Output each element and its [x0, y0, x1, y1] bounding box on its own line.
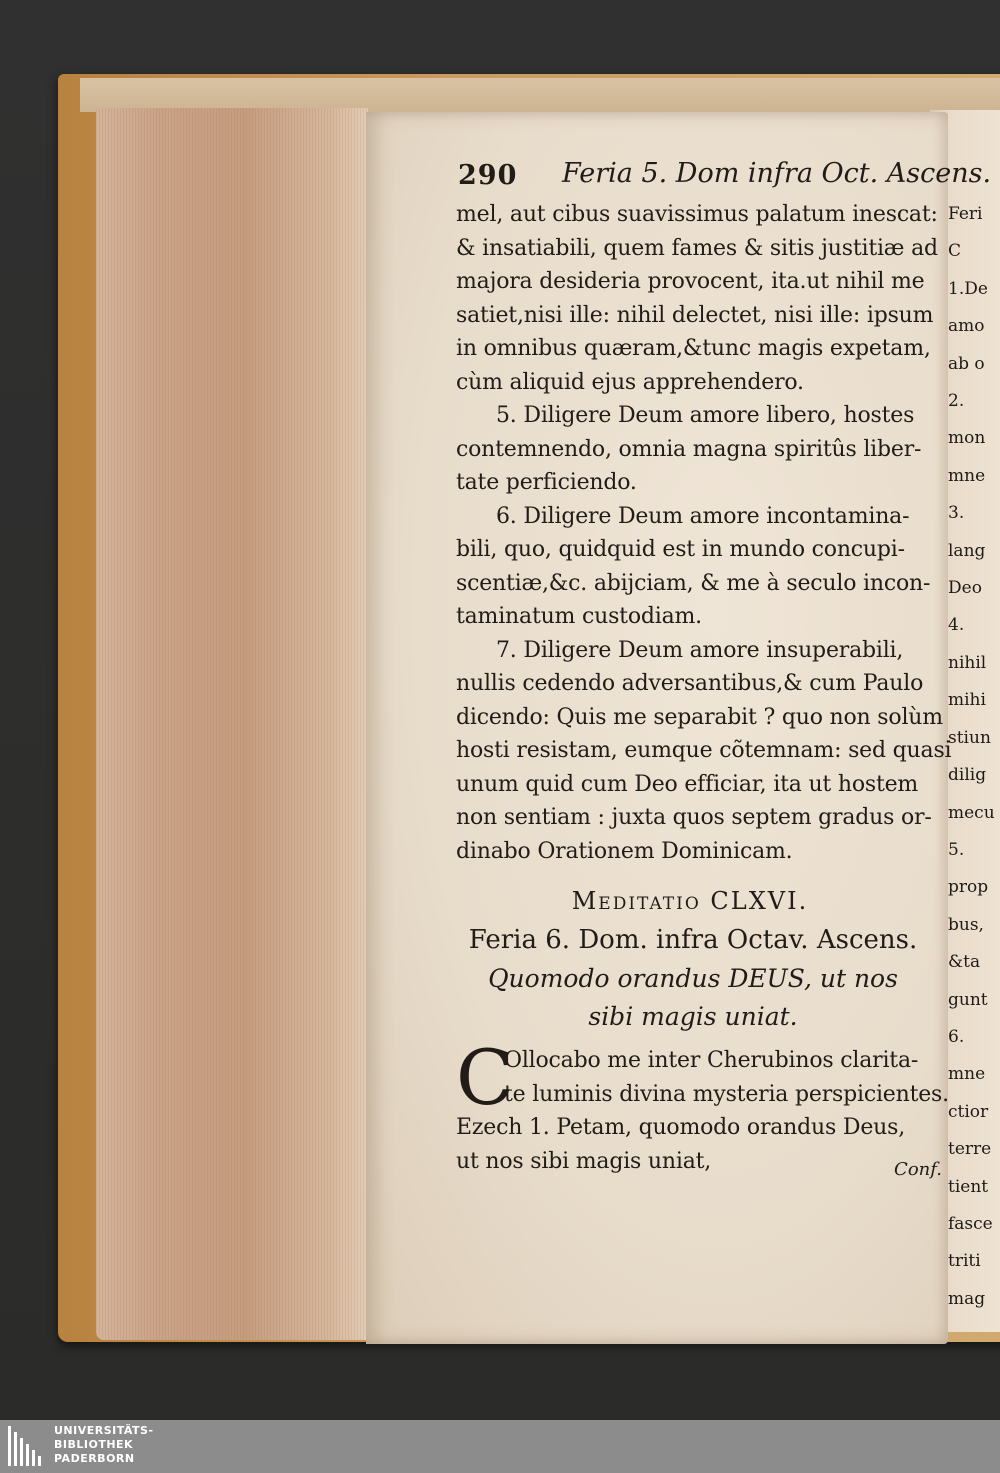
text-line: satiet,nisi ille: nihil delectet, nisi ille: ipsum [456, 302, 934, 328]
paragraph-7 [456, 634, 952, 869]
text-line: 6. Diligere Deum amore incontamina- [496, 503, 910, 529]
facing-page-fragment: triti [948, 1251, 981, 1272]
text-line: dicendo: Quis me separabit ? quo non solùm [456, 704, 943, 730]
text-line: tate perficiendo. [456, 470, 637, 495]
library-name-line: BIBLIOTHEK [54, 1438, 134, 1451]
library-name-line: PADERBORN [54, 1452, 135, 1465]
facing-page-fragment: mag [948, 1288, 986, 1309]
facing-page-fragment: 1.De [948, 278, 988, 299]
text-line: te luminis divina mysteria perspicientes. [504, 1081, 949, 1107]
text-line: non sentiam : juxta quos septem gradus or- [456, 805, 932, 830]
facing-page-fragment: 3. [948, 503, 965, 524]
facing-page-text-fragments [948, 196, 1000, 1318]
paragraph-continued [456, 198, 944, 399]
catchword: Conf. [894, 1159, 942, 1180]
text-line: majora desideria provocent, ita.ut nihil me [456, 269, 925, 294]
facing-page-fragment: fasce [948, 1213, 993, 1234]
text-line: bili, quo, quidquid est in mundo concupi- [456, 537, 905, 562]
library-name [54, 1424, 154, 1466]
page-stack-fore-edge [96, 108, 368, 1340]
text-line: hosti resistam, eumque cõtemnam: sed quasi [456, 738, 952, 763]
facing-page-fragment: mecu [948, 802, 995, 823]
facing-page-fragment: mon [948, 428, 986, 449]
facing-page-fragment: Deo [948, 578, 982, 599]
text-line: 7. Diligere Deum amore insuperabili, [496, 637, 904, 663]
paragraph-6 [456, 500, 944, 634]
page-block-top-edge [80, 78, 1000, 112]
text-line: contemnendo, omnia magna spiritûs liber- [456, 436, 922, 462]
facing-page-fragment: amo [948, 316, 985, 337]
subtitle-line: Quomodo orandus DEUS, ut nos [488, 964, 898, 993]
last-line-wrap [456, 1145, 944, 1179]
paragraph-5 [456, 399, 944, 500]
facing-page-fragment: bus, [948, 914, 984, 935]
text-line: Ezech 1. Petam, quomodo orandus Deus, [456, 1115, 905, 1140]
text-line: nullis cedendo adversantibus,& cum Paulo [456, 671, 924, 696]
text-line: cùm aliquid ejus apprehendero. [456, 369, 804, 395]
facing-page-fragment: 5. [948, 839, 965, 860]
facing-page-fragment: 6. [948, 1026, 965, 1047]
facing-page-fragment: C [948, 241, 962, 262]
page-number: 290 [458, 160, 518, 191]
facing-page-fragment: 2. [948, 391, 965, 412]
running-title: Feria 5. Dom infra Oct. Ascens. [562, 158, 992, 189]
library-footer-banner [0, 1420, 1000, 1473]
text-line: & insatiabili, quem fames & sitis justitiæ ad [456, 235, 938, 261]
subtitle-line: sibi magis uniat. [588, 1002, 798, 1031]
text-line: mel, aut cibus suavissimus palatum inescat: [456, 202, 938, 227]
facing-page-fragment: &ta [948, 952, 981, 973]
drop-cap: C [456, 1033, 515, 1122]
library-logo-icon [8, 1426, 46, 1466]
feria-heading: Feria 6. Dom. infra Octav. Ascens. [468, 925, 918, 955]
facing-page-fragment: ctior [948, 1101, 989, 1122]
text-line: in omnibus quæram,&tunc magis expetam, [456, 336, 931, 361]
facing-page-fragment: Feri [948, 204, 983, 224]
facing-page-fragment: mne [948, 465, 986, 486]
library-name-line: UNIVERSITÄTS- [54, 1424, 154, 1437]
text-line: ut nos sibi magis uniat, [456, 1148, 712, 1174]
facing-page-fragment: lang [948, 540, 986, 561]
text-line: unum quid cum Deo efficiar, ita ut hostem [456, 771, 919, 797]
facing-page-fragment: terre [948, 1139, 992, 1160]
text-line: dinabo Orationem Dominicam. [456, 838, 793, 864]
text-line: taminatum custodiam. [456, 604, 702, 629]
text-line: 5. Diligere Deum amore libero, hostes [496, 403, 915, 428]
facing-page-fragment: nihil [948, 652, 987, 673]
facing-page-fragment: 4. [948, 615, 965, 636]
text-line: Ollocabo me inter Cherubinos clarita- [504, 1048, 919, 1073]
text-line: scentiæ,&c. abijciam, & me à seculo incon- [456, 570, 931, 596]
opening-paragraph [456, 1033, 949, 1180]
facing-page-fragment: ab o [948, 353, 985, 374]
facing-page-fragment: prop [948, 877, 989, 898]
facing-page-fragment: gunt [948, 989, 988, 1010]
running-head [456, 154, 992, 198]
facing-page-fragment: mihi [948, 690, 986, 711]
facing-page-fragment: dilig [948, 765, 987, 786]
facing-page-fragment: tient [948, 1176, 989, 1197]
facing-page-fragment: mne [948, 1064, 986, 1085]
meditation-heading: Meditatio CLXVI. [571, 887, 809, 915]
facing-page-fragment: stiun [948, 727, 991, 748]
